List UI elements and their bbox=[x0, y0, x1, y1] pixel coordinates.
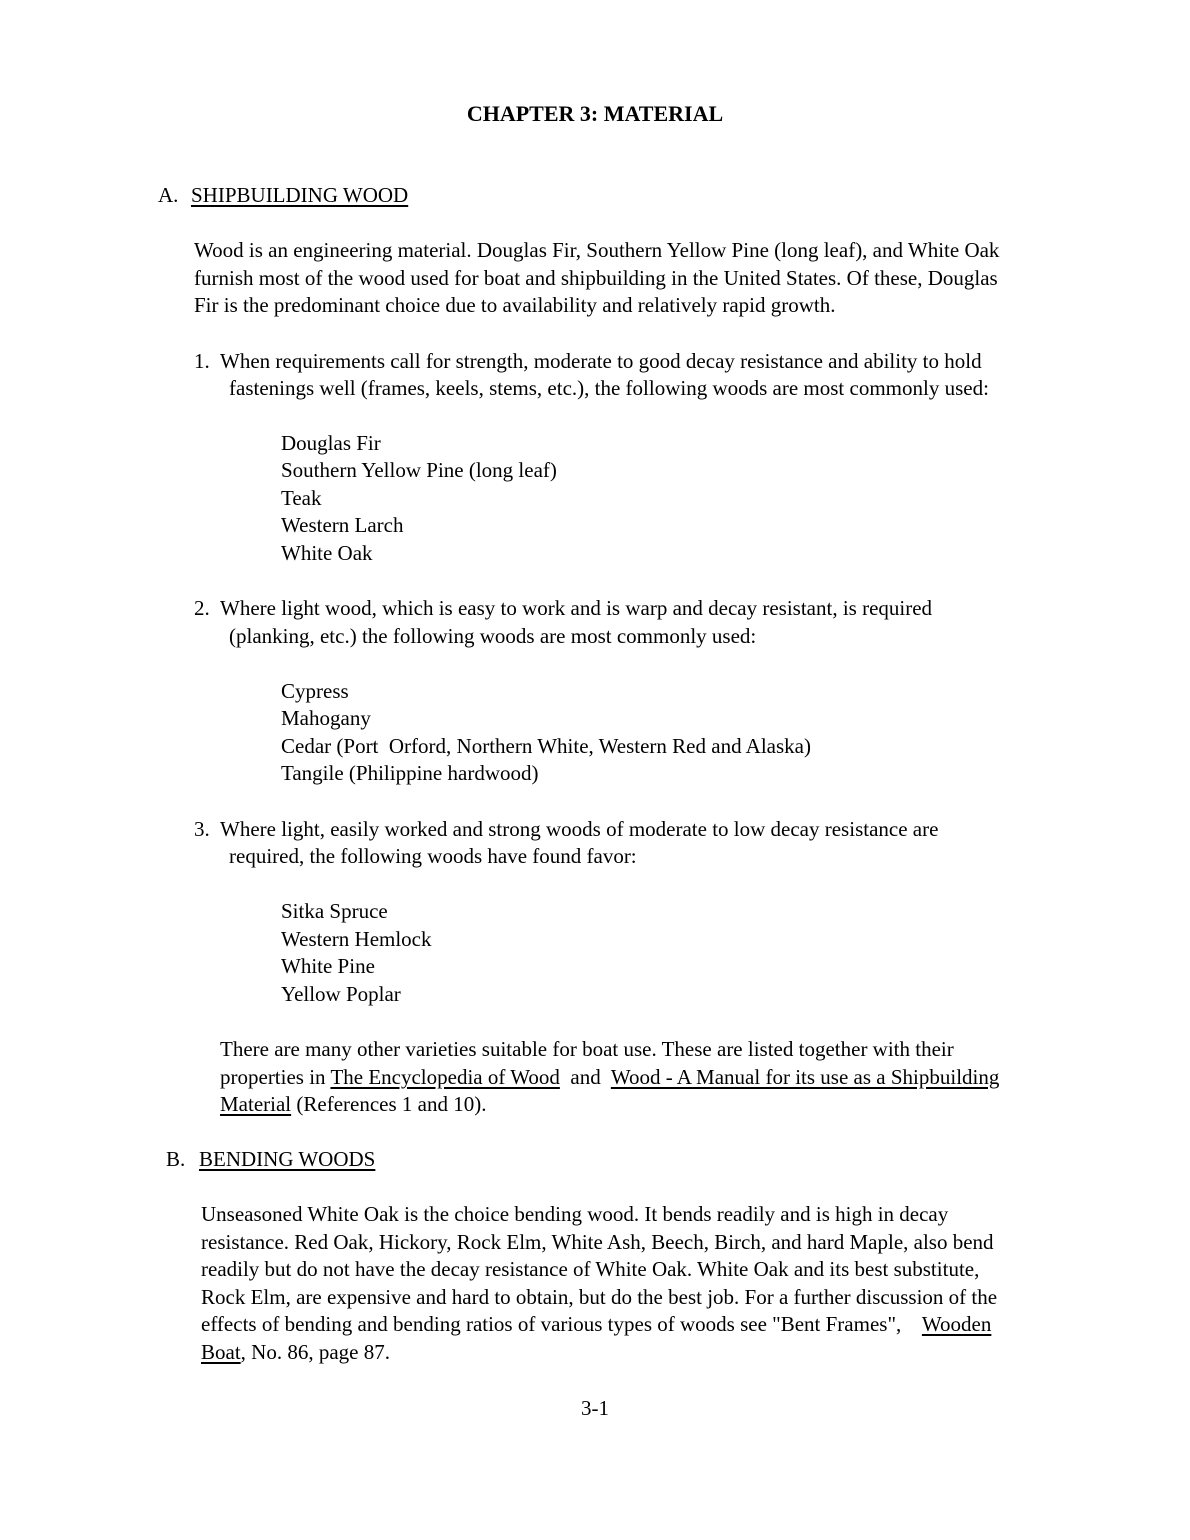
page-number: 3-1 bbox=[581, 1396, 609, 1420]
bending-line bbox=[201, 1311, 991, 1338]
closing-line: There are many other varieties suitable for boat use. These are listed together with their bbox=[220, 1037, 954, 1061]
wood-list-item: Yellow Poplar bbox=[281, 982, 401, 1006]
wood-list-item: Cypress bbox=[281, 679, 349, 703]
item-2-line: (planking, etc.) the following woods are most commonly used: bbox=[229, 624, 757, 648]
section-b-heading: BENDING WOODS bbox=[199, 1147, 376, 1171]
reference-wooden-boat-continued: Boat bbox=[201, 1340, 241, 1364]
item-3-number: 3. bbox=[194, 817, 210, 841]
closing-line bbox=[220, 1064, 999, 1091]
item-1-number: 1. bbox=[194, 349, 210, 373]
wood-list-item: Cedar (Port Orford, Northern White, Western Red and Alaska) bbox=[281, 734, 811, 758]
bending-line: readily but do not have the decay resistance of White Oak. White Oak and its best substitute, bbox=[201, 1257, 980, 1281]
wood-list-item: Western Hemlock bbox=[281, 927, 432, 951]
intro-line: furnish most of the wood used for boat and shipbuilding in the United States. Of these, Douglas bbox=[194, 266, 998, 290]
wood-list-item: Teak bbox=[281, 486, 322, 510]
item-2-line: Where light wood, which is easy to work and is warp and decay resistant, is required bbox=[220, 596, 933, 620]
wood-list-item: Western Larch bbox=[281, 513, 404, 537]
bending-line: resistance. Red Oak, Hickory, Rock Elm, White Ash, Beech, Birch, and hard Maple, also bend bbox=[201, 1230, 994, 1254]
wood-list-item: White Pine bbox=[281, 954, 375, 978]
wood-list-item: Tangile (Philippine hardwood) bbox=[281, 761, 539, 785]
bending-text: , No. 86, page 87. bbox=[240, 1340, 390, 1364]
reference-encyclopedia-of-wood: The Encyclopedia of Wood bbox=[330, 1065, 560, 1089]
item-3-line: Where light, easily worked and strong woods of moderate to low decay resistance are bbox=[220, 817, 939, 841]
closing-text: (References 1 and 10). bbox=[291, 1092, 487, 1116]
closing-text: and bbox=[559, 1065, 611, 1089]
bending-line: Rock Elm, are expensive and hard to obtain, but do the best job. For a further discussion of the bbox=[201, 1285, 998, 1309]
closing-text: properties in bbox=[220, 1065, 331, 1089]
bending-text: effects of bending and bending ratios of various types of woods see "Bent Frames", bbox=[201, 1312, 922, 1336]
section-a-heading: SHIPBUILDING WOOD bbox=[191, 183, 409, 207]
item-1-line: fastenings well (frames, keels, stems, etc.), the following woods are most commonly used: bbox=[229, 376, 989, 400]
intro-line: Wood is an engineering material. Douglas Fir, Southern Yellow Pine (long leaf), and White Oak bbox=[194, 238, 1000, 262]
reference-wood-manual-continued: Material bbox=[220, 1092, 292, 1116]
section-a-letter: A. bbox=[158, 183, 179, 207]
reference-wooden-boat: Wooden bbox=[921, 1312, 992, 1336]
wood-list-item: Sitka Spruce bbox=[281, 899, 388, 923]
wood-list-item: Southern Yellow Pine (long leaf) bbox=[281, 458, 557, 482]
item-1-line: When requirements call for strength, moderate to good decay resistance and ability to hold bbox=[220, 349, 982, 373]
reference-wood-manual: Wood - A Manual for its use as a Shipbuilding bbox=[610, 1065, 1000, 1089]
intro-line: Fir is the predominant choice due to availability and relatively rapid growth. bbox=[194, 293, 836, 317]
wood-list-item: Mahogany bbox=[281, 706, 371, 730]
closing-line bbox=[220, 1091, 486, 1118]
wood-list-item: White Oak bbox=[281, 541, 373, 565]
wood-list-item: Douglas Fir bbox=[281, 431, 381, 455]
item-3-line: required, the following woods have found favor: bbox=[229, 844, 637, 868]
chapter-title: CHAPTER 3: MATERIAL bbox=[466, 101, 724, 126]
item-2-number: 2. bbox=[194, 596, 210, 620]
bending-line bbox=[201, 1339, 390, 1366]
section-b-letter: B. bbox=[166, 1147, 186, 1171]
bending-line: Unseasoned White Oak is the choice bending wood. It bends readily and is high in decay bbox=[201, 1202, 949, 1226]
